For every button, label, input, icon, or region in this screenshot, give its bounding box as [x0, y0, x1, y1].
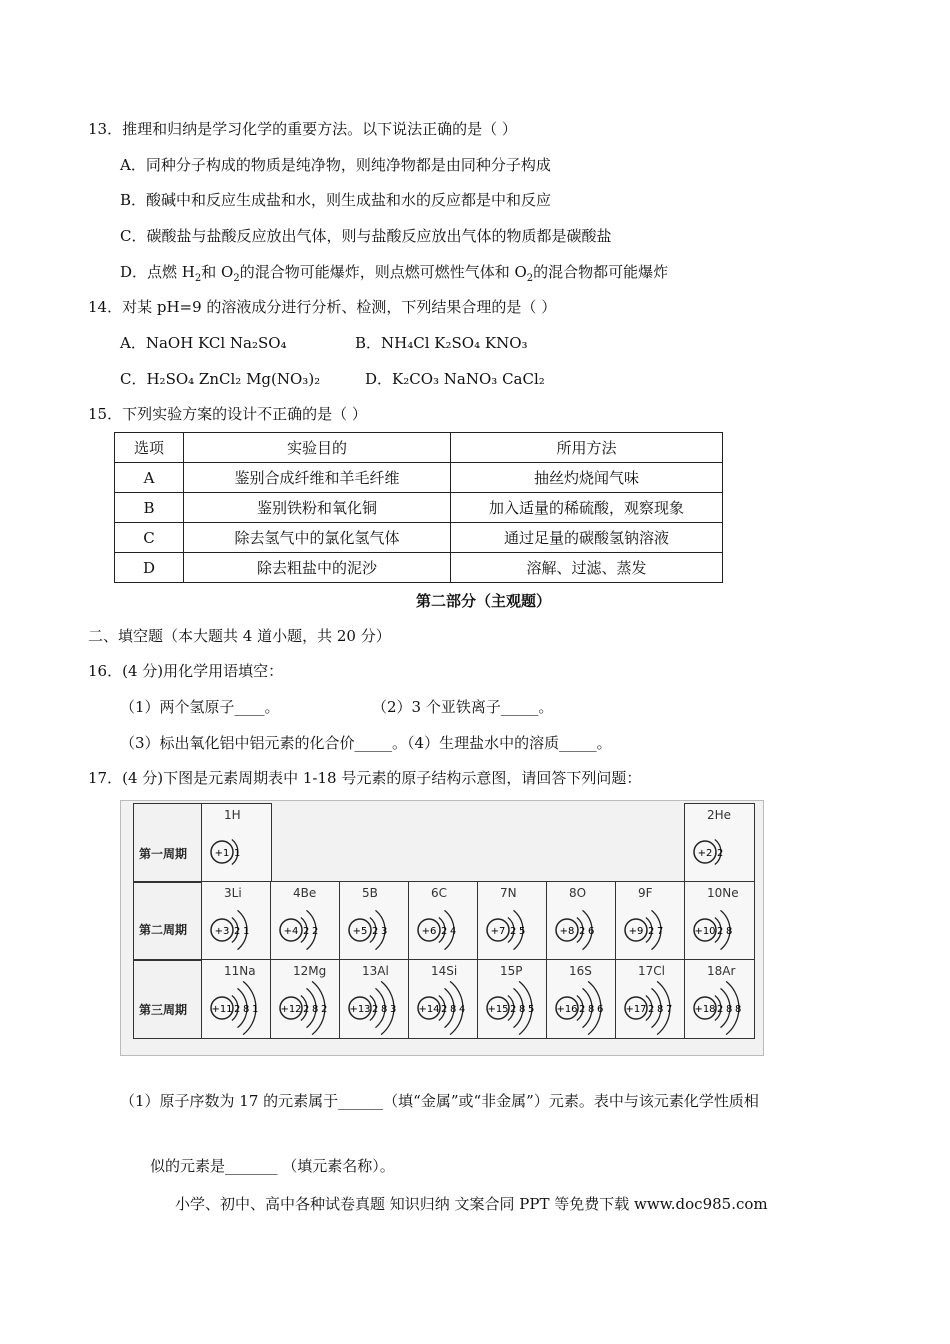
electron-count: 4 — [459, 1004, 466, 1015]
part-two-heading: 第二部分（主观题） — [416, 592, 552, 610]
table-header: 选项 — [115, 433, 184, 463]
electron-count: 2 — [303, 1004, 310, 1015]
element-symbol: 6C — [431, 886, 448, 900]
electron-count: 2 — [303, 926, 310, 937]
element-cell — [201, 959, 272, 1039]
electron-count: 7 — [666, 1004, 673, 1015]
element-cell — [339, 959, 410, 1039]
electron-count: 5 — [519, 926, 526, 937]
table-cell: 除去氢气中的氯化氢气体 — [184, 523, 451, 553]
table-row — [115, 463, 723, 493]
electron-count: 2 — [372, 926, 379, 937]
atom-diagram — [271, 960, 340, 1038]
electron-count: 7 — [657, 926, 664, 937]
electron-count: 2 — [510, 926, 517, 937]
q13-option-c: C．碳酸盐与盐酸反应放出气体，则与盐酸反应放出气体的物质都是碳酸盐 — [120, 227, 612, 245]
q14-option-c: C．H₂SO₄ ZnCl₂ Mg(NO₃)₂ — [120, 370, 321, 388]
nucleus-charge: +7 — [490, 926, 506, 937]
nucleus-charge: +10 — [694, 926, 716, 937]
element-cell — [546, 959, 617, 1039]
electron-count: 2 — [717, 926, 724, 937]
electron-count: 2 — [579, 1004, 586, 1015]
period-frame — [133, 881, 203, 961]
table-cell: B — [115, 493, 184, 523]
element-symbol: 11Na — [224, 964, 256, 978]
electron-count: 2 — [648, 926, 655, 937]
electron-count: 2 — [312, 926, 319, 937]
table-header: 所用方法 — [451, 433, 723, 463]
table-header: 实验目的 — [184, 433, 451, 463]
q17-sub1-cont: 似的元素是_______ （填元素名称）。 — [150, 1157, 395, 1175]
electron-count: 1 — [243, 926, 250, 937]
table-cell: 鉴别铁粉和氧化铜 — [184, 493, 451, 523]
atom-diagram — [271, 882, 340, 960]
atom-diagram — [478, 960, 547, 1038]
electron-count: 2 — [372, 1004, 379, 1015]
table-cell: A — [115, 463, 184, 493]
nucleus-charge: +1 — [214, 848, 230, 859]
element-symbol: 12Mg — [293, 964, 327, 978]
nucleus-charge: +4 — [283, 926, 299, 937]
nucleus-charge: +15 — [487, 1004, 509, 1015]
nucleus-charge: +11 — [211, 1004, 233, 1015]
element-symbol: 3Li — [224, 886, 242, 900]
q16-part-1: （1）两个氢原子____。 — [120, 698, 280, 716]
electron-count: 1 — [234, 848, 241, 859]
element-cell — [270, 959, 341, 1039]
nucleus-charge: +13 — [349, 1004, 371, 1015]
table-header-row — [115, 433, 723, 463]
element-symbol: 4Be — [293, 886, 317, 900]
element-symbol: 2He — [707, 808, 732, 822]
period-frame — [133, 803, 203, 883]
period-label: 第二周期 — [139, 923, 188, 937]
q13-stem: 13．推理和归纳是学习化学的重要方法。以下说法正确的是（ ） — [88, 120, 517, 138]
atom-diagram — [685, 882, 754, 960]
atom-diagram — [340, 882, 409, 960]
element-cell — [270, 881, 341, 961]
element-symbol: 14Si — [431, 964, 458, 978]
q13-option-d: D．点燃 $H_2$和 $O_2$的混合物可能爆炸，则点燃可燃性气体和 $O_2$的混合物都可能爆炸 — [120, 263, 669, 284]
element-cell — [615, 881, 686, 961]
element-symbol: 17Cl — [638, 964, 665, 978]
q13-option-a: A．同种分子构成的物质是纯净物，则纯净物都是由同种分子构成 — [120, 156, 551, 174]
table-row — [115, 553, 723, 583]
electron-count: 1 — [252, 1004, 259, 1015]
q13-option-b: B．酸碱中和反应生成盐和水，则生成盐和水的反应都是中和反应 — [120, 191, 552, 209]
electron-count: 8 — [735, 1004, 742, 1015]
nucleus-charge: +8 — [559, 926, 575, 937]
q14-option-b: B．NH₄Cl K₂SO₄ KNO₃ — [355, 334, 528, 352]
electron-count: 3 — [381, 926, 388, 937]
q16-stem: 16．(4 分)用化学用语填空： — [88, 662, 284, 680]
element-cell — [546, 881, 617, 961]
q16-part-2: （2）3 个亚铁离子_____。 — [372, 698, 554, 716]
electron-count: 4 — [450, 926, 457, 937]
nucleus-charge: +5 — [352, 926, 368, 937]
element-symbol: 13Al — [362, 964, 389, 978]
element-symbol: 8O — [569, 886, 587, 900]
electron-count: 8 — [243, 1004, 250, 1015]
element-symbol: 9F — [638, 886, 653, 900]
electron-count: 2 — [234, 926, 241, 937]
electron-count: 2 — [321, 1004, 328, 1015]
atom-diagram — [616, 960, 685, 1038]
nucleus-charge: +12 — [280, 1004, 302, 1015]
electron-count: 2 — [648, 1004, 655, 1015]
nucleus-charge: +6 — [421, 926, 437, 937]
table-cell: C — [115, 523, 184, 553]
electron-count: 6 — [597, 1004, 604, 1015]
electron-count: 8 — [312, 1004, 319, 1015]
electron-count: 2 — [579, 926, 586, 937]
nucleus-charge: +18 — [694, 1004, 716, 1015]
experiment-table — [114, 432, 723, 583]
electron-count: 5 — [528, 1004, 535, 1015]
atom-diagram — [202, 804, 271, 882]
element-symbol: 5B — [362, 886, 378, 900]
table-cell: 除去粗盐中的泥沙 — [184, 553, 451, 583]
element-cell — [201, 803, 272, 883]
electron-count: 8 — [726, 1004, 733, 1015]
element-cell — [339, 881, 410, 961]
element-symbol: 18Ar — [707, 964, 736, 978]
atom-diagram — [685, 804, 754, 882]
element-cell — [408, 959, 479, 1039]
q14-option-d: D．K₂CO₃ NaNO₃ CaCl₂ — [365, 370, 545, 388]
atom-diagram — [616, 882, 685, 960]
atom-diagram — [685, 960, 754, 1038]
element-cell — [408, 881, 479, 961]
nucleus-charge: +16 — [556, 1004, 578, 1015]
element-cell — [477, 881, 548, 961]
element-cell — [684, 881, 755, 961]
element-cell — [684, 803, 755, 883]
electron-count: 8 — [450, 1004, 457, 1015]
table-cell: 抽丝灼烧闻气味 — [451, 463, 723, 493]
table-row — [115, 493, 723, 523]
element-symbol: 1H — [224, 808, 241, 822]
electron-count: 2 — [510, 1004, 517, 1015]
q16-part-3-4: （3）标出氧化铝中铝元素的化合价_____。（4）生理盐水中的溶质_____。 — [120, 734, 612, 752]
q17-sub1: （1）原子序数为 17 的元素属于______（填“金属”或“非金属”）元素。表中与该元素化学性质相 — [120, 1092, 759, 1110]
electron-count: 8 — [657, 1004, 664, 1015]
electron-count: 3 — [390, 1004, 397, 1015]
atom-diagram — [202, 960, 271, 1038]
period-frame — [133, 959, 203, 1039]
electron-count: 6 — [588, 926, 595, 937]
period-label: 第一周期 — [139, 847, 188, 861]
nucleus-charge: +14 — [418, 1004, 440, 1015]
section-two-heading: 二、填空题（本大题共 4 道小题，共 20 分） — [88, 627, 391, 645]
periodic-table-figure — [120, 800, 764, 1056]
electron-count: 2 — [717, 1004, 724, 1015]
electron-count: 8 — [381, 1004, 388, 1015]
table-cell: D — [115, 553, 184, 583]
electron-count: 2 — [441, 926, 448, 937]
page-footer: 小学、初中、高中各种试卷真题 知识归纳 文案合同 PPT 等免费下载 www.doc985.com — [175, 1195, 768, 1213]
atom-diagram — [409, 960, 478, 1038]
element-cell — [615, 959, 686, 1039]
q17-stem: 17．(4 分)下图是元素周期表中 1-18 号元素的原子结构示意图，请回答下列问题： — [88, 769, 642, 787]
q14-stem: 14．对某 pH=9 的溶液成分进行分析、检测，下列结果合理的是（ ） — [88, 298, 557, 316]
table-row — [115, 523, 723, 553]
element-symbol: 7N — [500, 886, 517, 900]
atom-diagram — [547, 960, 616, 1038]
atom-diagram — [340, 960, 409, 1038]
element-symbol: 15P — [500, 964, 523, 978]
table-cell: 通过足量的碳酸氢钠溶液 — [451, 523, 723, 553]
element-cell — [684, 959, 755, 1039]
element-symbol: 16S — [569, 964, 592, 978]
period-label: 第三周期 — [139, 1003, 188, 1017]
electron-count: 2 — [717, 848, 724, 859]
nucleus-charge: +3 — [214, 926, 230, 937]
electron-count: 8 — [726, 926, 733, 937]
electron-count: 8 — [588, 1004, 595, 1015]
table-cell: 加入适量的稀硫酸，观察现象 — [451, 493, 723, 523]
electron-count: 2 — [234, 1004, 241, 1015]
atom-diagram — [409, 882, 478, 960]
nucleus-charge: +17 — [625, 1004, 647, 1015]
nucleus-charge: +2 — [697, 848, 713, 859]
element-cell — [477, 959, 548, 1039]
atom-diagram — [202, 882, 271, 960]
atom-diagram — [547, 882, 616, 960]
q15-stem: 15．下列实验方案的设计不正确的是（ ） — [88, 405, 367, 423]
table-cell: 鉴别合成纤维和羊毛纤维 — [184, 463, 451, 493]
q14-option-a: A．NaOH KCl Na₂SO₄ — [120, 334, 287, 352]
table-cell: 溶解、过滤、蒸发 — [451, 553, 723, 583]
element-symbol: 10Ne — [707, 886, 739, 900]
electron-count: 8 — [519, 1004, 526, 1015]
electron-count: 2 — [441, 1004, 448, 1015]
nucleus-charge: +9 — [628, 926, 644, 937]
atom-diagram — [478, 882, 547, 960]
element-cell — [201, 881, 272, 961]
